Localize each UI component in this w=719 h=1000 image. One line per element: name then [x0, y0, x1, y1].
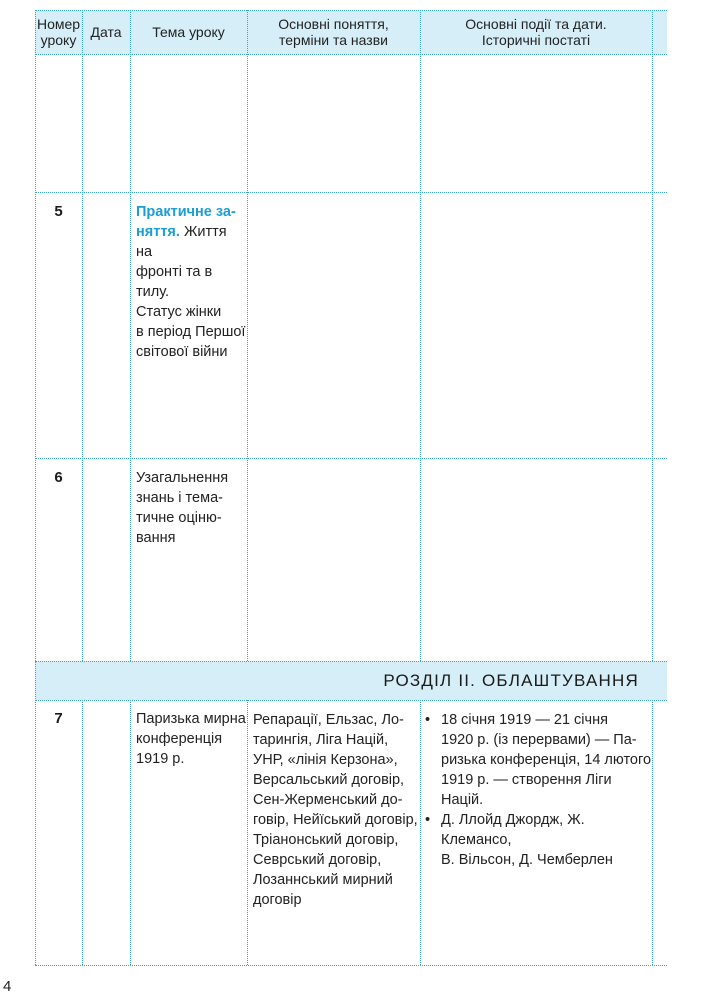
grid-line: [130, 10, 131, 661]
section-title: [35, 661, 667, 700]
header-text: Тема уроку: [152, 24, 225, 40]
header-lesson-number: [35, 10, 82, 54]
lesson-events: [424, 710, 652, 870]
header-text: Номер: [36, 16, 81, 32]
topic-line: в період Першої: [136, 324, 246, 340]
header-topic: [130, 10, 247, 54]
topic-line: світової війни: [136, 344, 228, 360]
topic-line: Статус жінки: [136, 304, 222, 320]
lesson-number: 6: [54, 469, 63, 486]
topic-line: [136, 202, 246, 222]
header-text: терміни та назви: [279, 32, 388, 48]
concepts-line: Тріанонський договір,: [253, 832, 399, 848]
lesson-concepts: [253, 710, 418, 910]
grid-line: [652, 700, 653, 965]
grid-line: [247, 10, 248, 661]
event-line: В. Вільсон, Д. Чемберлен: [441, 852, 613, 868]
header-date: [82, 10, 130, 54]
event-item: [424, 810, 652, 870]
event-line: ризька конференція, 14 лютого: [441, 752, 652, 768]
concepts-line: Версальський договір,: [253, 772, 405, 788]
lesson-number: 7: [54, 710, 63, 727]
bullet-icon: •: [425, 812, 431, 828]
concepts-line: Лозаннський мирний: [253, 872, 393, 888]
topic-text: Життя на: [136, 224, 227, 260]
event-line: Націй.: [441, 792, 484, 808]
concepts-line: говір, Нейїський договір,: [253, 812, 418, 828]
topic-line: знань і тема-: [136, 490, 223, 506]
practical-label: няття.: [136, 224, 180, 240]
header-text: Основні поняття,: [278, 16, 389, 32]
concepts-line: Сен-Жерменський до-: [253, 792, 403, 808]
grid-line: [82, 10, 83, 661]
topic-line: вання: [136, 530, 176, 546]
header-text: Дата: [90, 24, 122, 40]
topic-line: конференція: [136, 731, 223, 747]
concepts-line: Севрський договір,: [253, 852, 382, 868]
topic-line: [136, 222, 246, 262]
lesson-number: 5: [54, 203, 63, 220]
grid-line: [652, 10, 653, 661]
concepts-line: УНР, «лінія Керзона»,: [253, 752, 398, 768]
topic-line: Узагальнення: [136, 470, 229, 486]
grid-line: [82, 700, 83, 965]
event-line: 18 січня 1919 — 21 січня: [441, 712, 608, 728]
topic-line: тичне оціню-: [136, 510, 222, 526]
page-number: 4: [3, 978, 12, 995]
grid-line: [35, 965, 667, 966]
header-concepts: [247, 10, 420, 54]
practical-label: Практичне за-: [136, 204, 236, 220]
event-item: [424, 710, 652, 810]
header-text: Основні події та дати.: [465, 16, 607, 32]
header-text: Історичні постаті: [481, 32, 591, 48]
concepts-line: Репарації, Ельзас, Ло-: [253, 712, 404, 728]
event-line: 1920 р. (із перервами) — Па-: [441, 732, 637, 748]
grid-line: [420, 10, 421, 661]
event-line: Д. Ллойд Джордж, Ж. Клемансо,: [441, 812, 585, 848]
topic-line: фронті та в тилу.: [136, 264, 213, 300]
lesson-topic: [136, 202, 246, 362]
grid-line: [420, 700, 421, 965]
grid-line: [247, 700, 248, 965]
concepts-line: договір: [253, 892, 302, 908]
header-events: [420, 10, 652, 54]
grid-line: [130, 700, 131, 965]
topic-line: Паризька мирна: [136, 711, 246, 727]
section-title-text: РОЗДІЛ II. ОБЛАШТУВАННЯ: [383, 670, 639, 690]
event-line: 1919 р. — створення Ліги: [441, 772, 612, 788]
lesson-topic: [136, 468, 246, 548]
grid-line: [35, 10, 36, 965]
bullet-icon: •: [425, 712, 431, 728]
lesson-topic: [136, 709, 246, 769]
concepts-line: тарингія, Ліга Націй,: [253, 732, 389, 748]
header-text: уроку: [40, 32, 77, 48]
topic-line: 1919 р.: [136, 751, 185, 767]
